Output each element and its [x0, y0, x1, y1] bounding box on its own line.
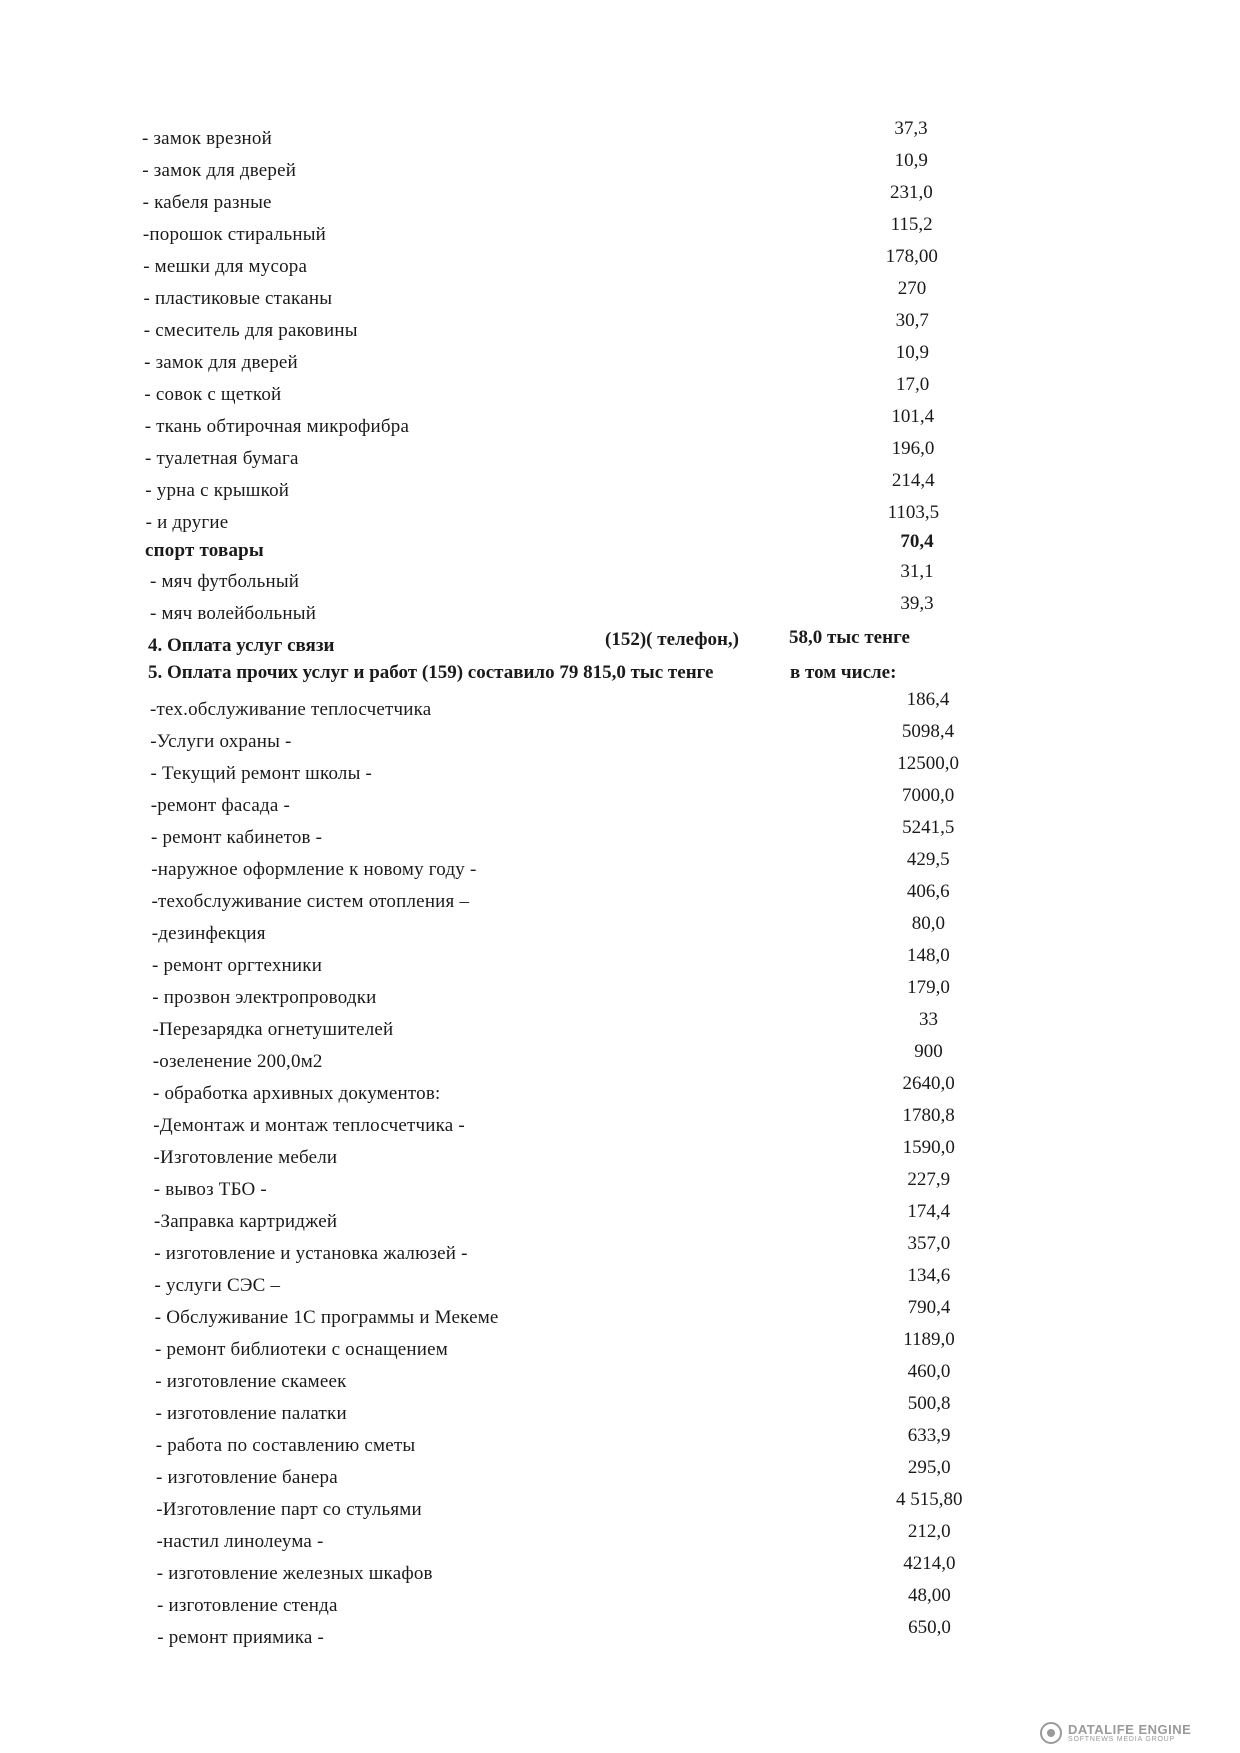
- list-item: [0, 470, 1240, 510]
- list-item: [0, 1457, 1240, 1497]
- item-value: 429,5: [906, 849, 950, 870]
- item-value: 650,0: [908, 1617, 951, 1638]
- list-item: [0, 1041, 1240, 1081]
- item-label: - изготовление скамеек: [155, 1371, 347, 1392]
- item-label: - туалетная бумага: [145, 448, 299, 469]
- item-value: 196,0: [891, 438, 935, 459]
- list-item: [0, 1265, 1240, 1305]
- list-item: [0, 1201, 1240, 1241]
- section-5-title: 5. Оплата прочих услуг и работ (159) составило 79 815,0 тыс тенге: [148, 662, 714, 683]
- item-value: 1590,0: [902, 1137, 955, 1158]
- item-value: 212,0: [907, 1521, 951, 1542]
- item-value: 30,7: [895, 310, 929, 331]
- item-value: 227,9: [907, 1169, 951, 1190]
- item-label: - вывоз ТБО -: [153, 1179, 267, 1200]
- item-value: 174,4: [907, 1201, 951, 1222]
- item-label: - урна с крышкой: [145, 480, 290, 501]
- item-value: 270: [897, 278, 927, 299]
- list-item: [0, 1073, 1240, 1113]
- item-label: - пластиковые стаканы: [143, 288, 333, 309]
- sport-goods-row: [0, 531, 1240, 570]
- section-4-title: 4. Оплата услуг связи: [148, 635, 335, 656]
- item-value: 1103,5: [887, 502, 940, 523]
- item-value: 31,1: [900, 561, 934, 582]
- item-label: - обработка архивных документов:: [153, 1083, 441, 1104]
- item-label: -техобслуживание систем отопления –: [151, 891, 470, 912]
- item-label: -ремонт фасада -: [150, 795, 290, 816]
- item-label: -Демонтаж и монтаж теплосчетчика -: [153, 1115, 465, 1136]
- watermark-logo: [1040, 1720, 1191, 1746]
- item-value: 500,8: [907, 1393, 951, 1414]
- item-value: 48,00: [908, 1585, 951, 1606]
- item-label: - работа по составлению сметы: [155, 1435, 416, 1456]
- list-item: [0, 1105, 1240, 1145]
- item-label: - совок с щеткой: [144, 384, 282, 405]
- section-5-row: [0, 662, 1240, 692]
- list-item: [0, 438, 1240, 478]
- item-value: 10,9: [895, 342, 930, 363]
- item-label: - замок для дверей: [142, 160, 297, 181]
- item-label: -озеленение 200,0м2: [152, 1051, 323, 1072]
- item-label: - изготовление и установка жалюзей -: [154, 1243, 468, 1264]
- item-value: 37,3: [894, 118, 928, 139]
- item-label: - изготовление железных шкафов: [156, 1563, 433, 1584]
- list-item: [0, 1425, 1240, 1465]
- item-value: 5098,4: [901, 721, 955, 742]
- list-item: [0, 1585, 1240, 1625]
- list-item: [0, 721, 1240, 761]
- item-label: - Текущий ремонт школы -: [150, 763, 373, 784]
- item-value: 17,0: [895, 374, 930, 395]
- item-value: 115,2: [890, 214, 933, 235]
- item-value: 134,6: [907, 1265, 951, 1286]
- item-label: - мяч волейбольный: [150, 603, 317, 624]
- list-item: [0, 182, 1240, 222]
- item-value: 406,6: [906, 881, 950, 902]
- list-item: [0, 1521, 1240, 1561]
- list-item: [0, 881, 1240, 921]
- item-value: 214,4: [891, 470, 935, 491]
- section-4-row: [0, 627, 1240, 665]
- item-value: 790,4: [907, 1297, 951, 1318]
- item-label: -Заправка картриджей: [154, 1211, 338, 1232]
- item-label: -настил линолеума -: [156, 1531, 324, 1552]
- sport-goods-label: спорт товары: [145, 540, 264, 561]
- list-item: [0, 1617, 1240, 1657]
- list-item: [0, 785, 1240, 825]
- item-value: 460,0: [907, 1361, 951, 1382]
- sport-goods-value: 70,4: [900, 531, 934, 552]
- item-value: 12500,0: [897, 753, 959, 774]
- eye-icon: [1040, 1722, 1062, 1744]
- list-item: [0, 1489, 1240, 1529]
- item-label: -дезинфекция: [151, 923, 266, 944]
- item-value: 1780,8: [902, 1105, 955, 1126]
- item-label: -Изготовление парт со стульями: [156, 1499, 422, 1520]
- list-item: [0, 1169, 1240, 1209]
- item-label: - ремонт кабинетов -: [151, 827, 323, 848]
- item-label: - изготовление палатки: [155, 1403, 347, 1424]
- item-label: - прозвон электропроводки: [152, 987, 377, 1008]
- list-item: [0, 817, 1240, 857]
- list-item: [0, 1233, 1240, 1273]
- list-item: [0, 214, 1240, 254]
- item-value: 295,0: [907, 1457, 951, 1478]
- list-item: [0, 502, 1240, 542]
- list-item: [0, 1361, 1240, 1401]
- list-item: [0, 1297, 1240, 1337]
- item-label: - Обслуживание 1С программы и Мекеме: [154, 1307, 499, 1328]
- item-value: 80,0: [911, 913, 945, 934]
- item-value: 186,4: [906, 689, 950, 710]
- list-item: [0, 406, 1240, 446]
- item-value: 179,0: [907, 977, 950, 998]
- section-4-note: (152)( телефон,): [605, 629, 739, 650]
- item-label: - мешки для мусора: [143, 256, 308, 277]
- watermark-subtitle: SOFTNEWS MEDIA GROUP: [1068, 1736, 1176, 1743]
- list-item: [0, 310, 1240, 350]
- item-value: 4 515,80: [896, 1489, 963, 1510]
- item-value: 33: [919, 1009, 938, 1030]
- section-5-note: в том числе:: [790, 662, 897, 683]
- list-item: [0, 977, 1240, 1017]
- item-value: 39,3: [900, 593, 934, 614]
- list-item: [0, 1137, 1240, 1177]
- item-value: 2640,0: [902, 1073, 955, 1094]
- item-label: - услуги СЭС –: [154, 1275, 281, 1296]
- list-item: [0, 246, 1240, 286]
- item-value: 148,0: [907, 945, 950, 966]
- item-label: - изготовление стенда: [157, 1595, 338, 1616]
- item-label: -тех.обслуживание теплосчетчика: [150, 699, 432, 720]
- section-4-value: 58,0 тыс тенге: [789, 627, 910, 648]
- list-item: [0, 1553, 1240, 1593]
- item-value: 231,0: [890, 182, 933, 203]
- list-item: [0, 278, 1240, 318]
- item-label: -наружное оформление к новому году -: [151, 859, 477, 880]
- list-item: [0, 561, 1240, 601]
- list-item: [0, 374, 1240, 414]
- list-item: [0, 849, 1240, 889]
- item-value: 5241,5: [902, 817, 955, 838]
- item-label: -Перезарядка огнетушителей: [152, 1019, 394, 1040]
- item-label: -Услуги охраны -: [150, 731, 292, 752]
- item-label: -Изготовление мебели: [153, 1147, 338, 1168]
- item-label: - замок для дверей: [144, 352, 298, 373]
- list-item: [0, 1393, 1240, 1433]
- item-label: - смеситель для раковины: [143, 320, 358, 341]
- item-value: 900: [914, 1041, 943, 1062]
- list-item: [0, 150, 1240, 190]
- item-label: - ремонт приямика -: [157, 1627, 325, 1648]
- list-item: [0, 689, 1240, 729]
- item-value: 10,9: [894, 150, 928, 171]
- list-item: [0, 1009, 1240, 1049]
- item-value: 4214,0: [903, 1553, 956, 1574]
- item-label: - ткань обтирочная микрофибра: [144, 416, 410, 437]
- list-item: [0, 342, 1240, 382]
- watermark-title: DATALIFE ENGINE: [1068, 1722, 1192, 1737]
- item-value: 101,4: [891, 406, 935, 427]
- item-value: 7000,0: [902, 785, 955, 806]
- item-label: - замок врезной: [142, 128, 272, 149]
- item-value: 1189,0: [903, 1329, 955, 1350]
- list-item: [0, 1329, 1240, 1369]
- item-label: - ремонт оргтехники: [152, 955, 323, 976]
- item-label: - ремонт библиотеки с оснащением: [155, 1339, 449, 1360]
- item-value: 633,9: [907, 1425, 951, 1446]
- item-value: 178,00: [885, 246, 938, 267]
- list-item: [0, 118, 1240, 158]
- list-item: [0, 753, 1240, 793]
- item-label: - кабеля разные: [142, 192, 272, 213]
- item-label: - и другие: [145, 512, 229, 533]
- item-label: - мяч футбольный: [150, 571, 300, 592]
- item-value: 357,0: [907, 1233, 951, 1254]
- list-item: [0, 945, 1240, 985]
- item-label: - изготовление банера: [156, 1467, 338, 1488]
- list-item: [0, 913, 1240, 953]
- item-label: -порошок стиральный: [142, 224, 327, 245]
